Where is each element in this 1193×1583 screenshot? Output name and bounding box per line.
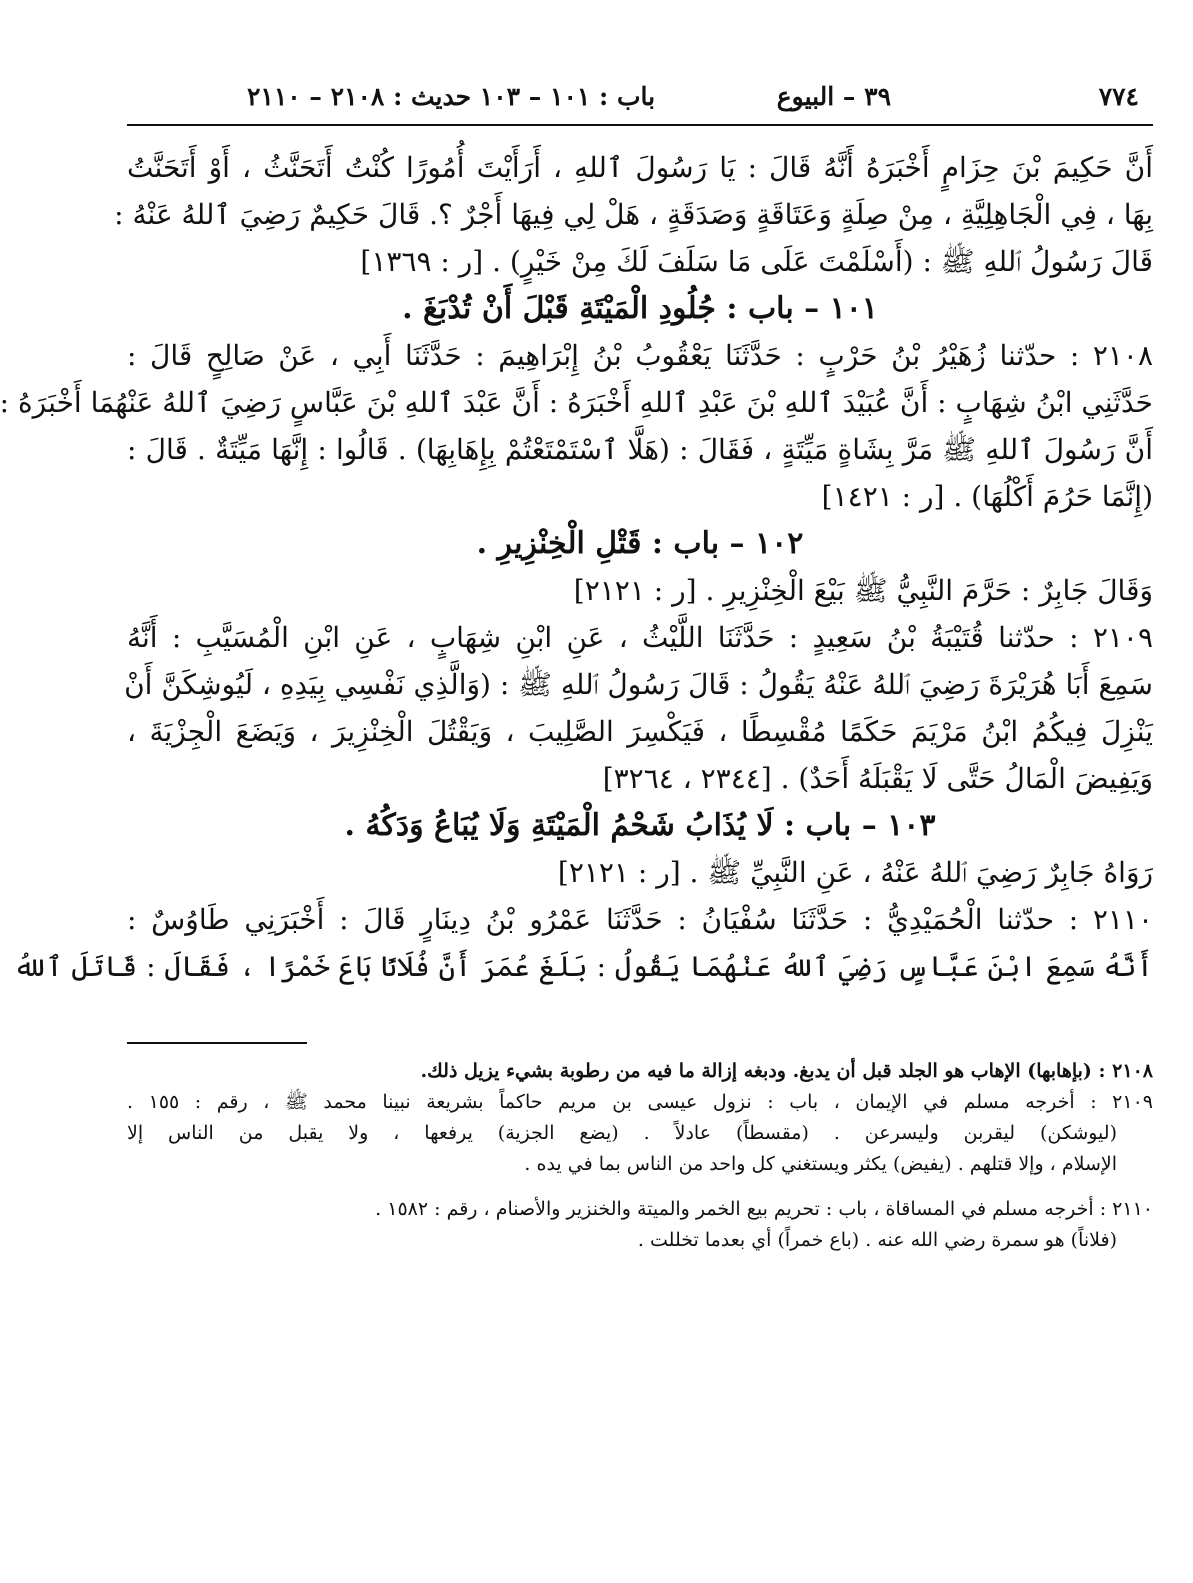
running-header bbox=[127, 70, 1153, 126]
text-line: ٢١٠٩ : حدّثنا قُتَيْبَةُ بْنُ سَعِيدٍ : حَدَّثَنَا اللَّيْثُ ، عَنِ ابْنِ شِهَابٍ ، عَنِ ابْنِ الْمُسَيَّبِ : أَنَّهُ bbox=[127, 621, 1153, 654]
text-line: سَمِعَ أَبَا هُرَيْرَةَ رَضِيَ ٱللهُ عَنْهُ يَقُولُ : قَالَ رَسُولُ ٱللهِ ﷺ : (وَالَّذِي نَفْسِي بِيَدِهِ ، لَيُوشِكَنَّ أَنْ bbox=[124, 668, 1153, 701]
text-line: أَنَّ حَكِيمَ بْنَ حِزَامٍ أَخْبَرَهُ أَنَّهُ قَالَ : يَا رَسُولَ ٱللهِ ، أَرَأَيْتَ أُمُورًا كُنْتُ أَتَحَنَّثُ ، أَوْ أَتَحَنَّتُ bbox=[127, 151, 1153, 184]
footnote-line: ٢١٠٨ : (بإهابها) الإهاب هو الجلد قبل أن يدبغ. ودبغه إزالة ما فيه من رطوبة بشيء يزيل ذلك. bbox=[420, 1060, 1153, 1082]
text-line: ٢١٠٨ : حدّثنا زُهَيْرُ بْنُ حَرْبٍ : حَدَّثَنَا يَعْقُوبُ بْنُ إِبْرَاهِيمَ : حَدَّثَنَا أَبِي ، عَنْ صَالِحٍ قَالَ : bbox=[127, 339, 1153, 372]
chapter-heading: ١٠١ – باب : جُلُودِ الْمَيْتَةِ قَبْلَ أَنْ تُدْبَغَ . bbox=[402, 291, 878, 326]
book-title: ٣٩ – البيوع bbox=[776, 82, 891, 111]
text-line: رَوَاهُ جَابِرٌ رَضِيَ ٱللهُ عَنْهُ ، عَنِ النَّبِيِّ ﷺ . [ر : ٢١٢١] bbox=[557, 856, 1153, 889]
text-line: أَنَّهُ سَمِعَ ابْنَ عَبَّاسٍ رَضِيَ ٱللهُ عَنْهُمَا يَقُولُ : بَلَغَ عُمَرَ أَنَّ فُلَانًا بَاعَ خَمْرًا ، فَقَالَ : قَاتَلَ ٱللهُ bbox=[13, 950, 1153, 983]
text-line: ٢١١٠ : حدّثنا الْحُمَيْدِيُّ : حَدَّثَنَا سُفْيَانُ : حَدَّثَنَا عَمْرُو بْنُ دِينَارٍ قَالَ : أَخْبَرَنِي طَاوُسٌ : bbox=[127, 903, 1153, 936]
text-line: بِهَا ، فِي الْجَاهِلِيَّةِ ، مِنْ صِلَةٍ وَعَتَاقَةٍ وَصَدَقَةٍ ، هَلْ لِي فِيهَا أَجْرٌ ؟. قَالَ حَكِيمٌ رَضِيَ ٱللهُ عَنْهُ : bbox=[114, 198, 1153, 231]
footnote-gap bbox=[127, 1180, 1153, 1194]
footnote-line: (ليوشكن) ليقربن وليسرعن . (مقسطاً) عادلاً . (يضع الجزية) يرفعها ، ولا يقبل من الناس إلا bbox=[127, 1122, 1117, 1144]
chapter-hadith-range: باب : ١٠١ – ١٠٣ حديث : ٢١٠٨ – ٢١١٠ bbox=[247, 82, 656, 111]
chapter-heading: ١٠٣ – باب : لَا يُذَابُ شَحْمُ الْمَيْتَةِ وَلَا يُبَاعُ وَدَكُهُ . bbox=[344, 808, 936, 843]
footnote-line: ٢١١٠ : أخرجه مسلم في المساقاة ، باب : تحريم بيع الخمر والميتة والخنزير والأصنام ، رقم : ١٥٨٢ . bbox=[375, 1198, 1153, 1220]
footnote-line: (فلاناً) هو سمرة رضي الله عنه . (باع خمراً) أي بعدما تخللت . bbox=[637, 1229, 1117, 1251]
book-page bbox=[0, 70, 1153, 1563]
footnotes bbox=[127, 1056, 1153, 1256]
footnote-separator bbox=[127, 1042, 307, 1044]
main-text bbox=[0, 144, 1153, 990]
chapter-heading: ١٠٢ – باب : قَتْلِ الْخِنْزِيرِ . bbox=[476, 526, 804, 561]
text-line: وَقَالَ جَابِرٌ : حَرَّمَ النَّبِيُّ ﷺ بَيْعَ الْخِنْزِيرِ . [ر : ٢١٢١] bbox=[573, 574, 1153, 607]
page-number: ٧٧٤ bbox=[1098, 82, 1139, 111]
text-line: أَنَّ رَسُولَ ٱللهِ ﷺ مَرَّ بِشَاةٍ مَيِّتَةٍ ، فَقَالَ : (هَلَّا ٱسْتَمْتَعْتُمْ بِإِهَابِهَا) . قَالُوا : إِنَّهَا مَيِّتَةٌ . قَالَ : bbox=[127, 433, 1153, 466]
footnote-line: ٢١٠٩ : أخرجه مسلم في الإيمان ، باب : نزول عيسى بن مريم حاكماً بشريعة نبينا محمد ﷺ ، رقم : ١٥٥ . bbox=[127, 1091, 1153, 1113]
text-line: وَيَفِيضَ الْمَالُ حَتَّى لَا يَقْبَلَهُ أَحَدٌ) . [٢٣٤٤ ، ٣٢٦٤] bbox=[602, 762, 1153, 795]
text-line: قَالَ رَسُولُ ٱللهِ ﷺ : (أَسْلَمْتَ عَلَى مَا سَلَفَ لَكَ مِنْ خَيْرٍ) . [ر : ١٣٦٩] bbox=[360, 245, 1153, 278]
text-line: حَدَّثَنِي ابْنُ شِهَابٍ : أَنَّ عُبَيْدَ ٱللهِ بْنَ عَبْدِ ٱللهِ أَخْبَرَهُ : أَنَّ عَبْدَ ٱللهِ بْنَ عَبَّاسٍ رَضِيَ ٱللهُ عَنْهُمَا أَخْبَرَهُ : bbox=[0, 386, 1153, 419]
footnote-line: الإسلام ، وإلا قتلهم . (يفيض) يكثر ويستغني كل واحد من الناس بما في يده . bbox=[524, 1153, 1117, 1175]
text-line: (إِنَّمَا حَرُمَ أَكْلُهَا) . [ر : ١٤٢١] bbox=[821, 480, 1153, 513]
text-line: يَنْزِلَ فِيكُمُ ابْنُ مَرْيَمَ حَكَمًا مُقْسِطًا ، فَيَكْسِرَ الصَّلِيبَ ، وَيَقْتُلَ الْخِنْزِيرَ ، وَيَضَعَ الْجِزْيَةَ ، bbox=[127, 715, 1153, 748]
